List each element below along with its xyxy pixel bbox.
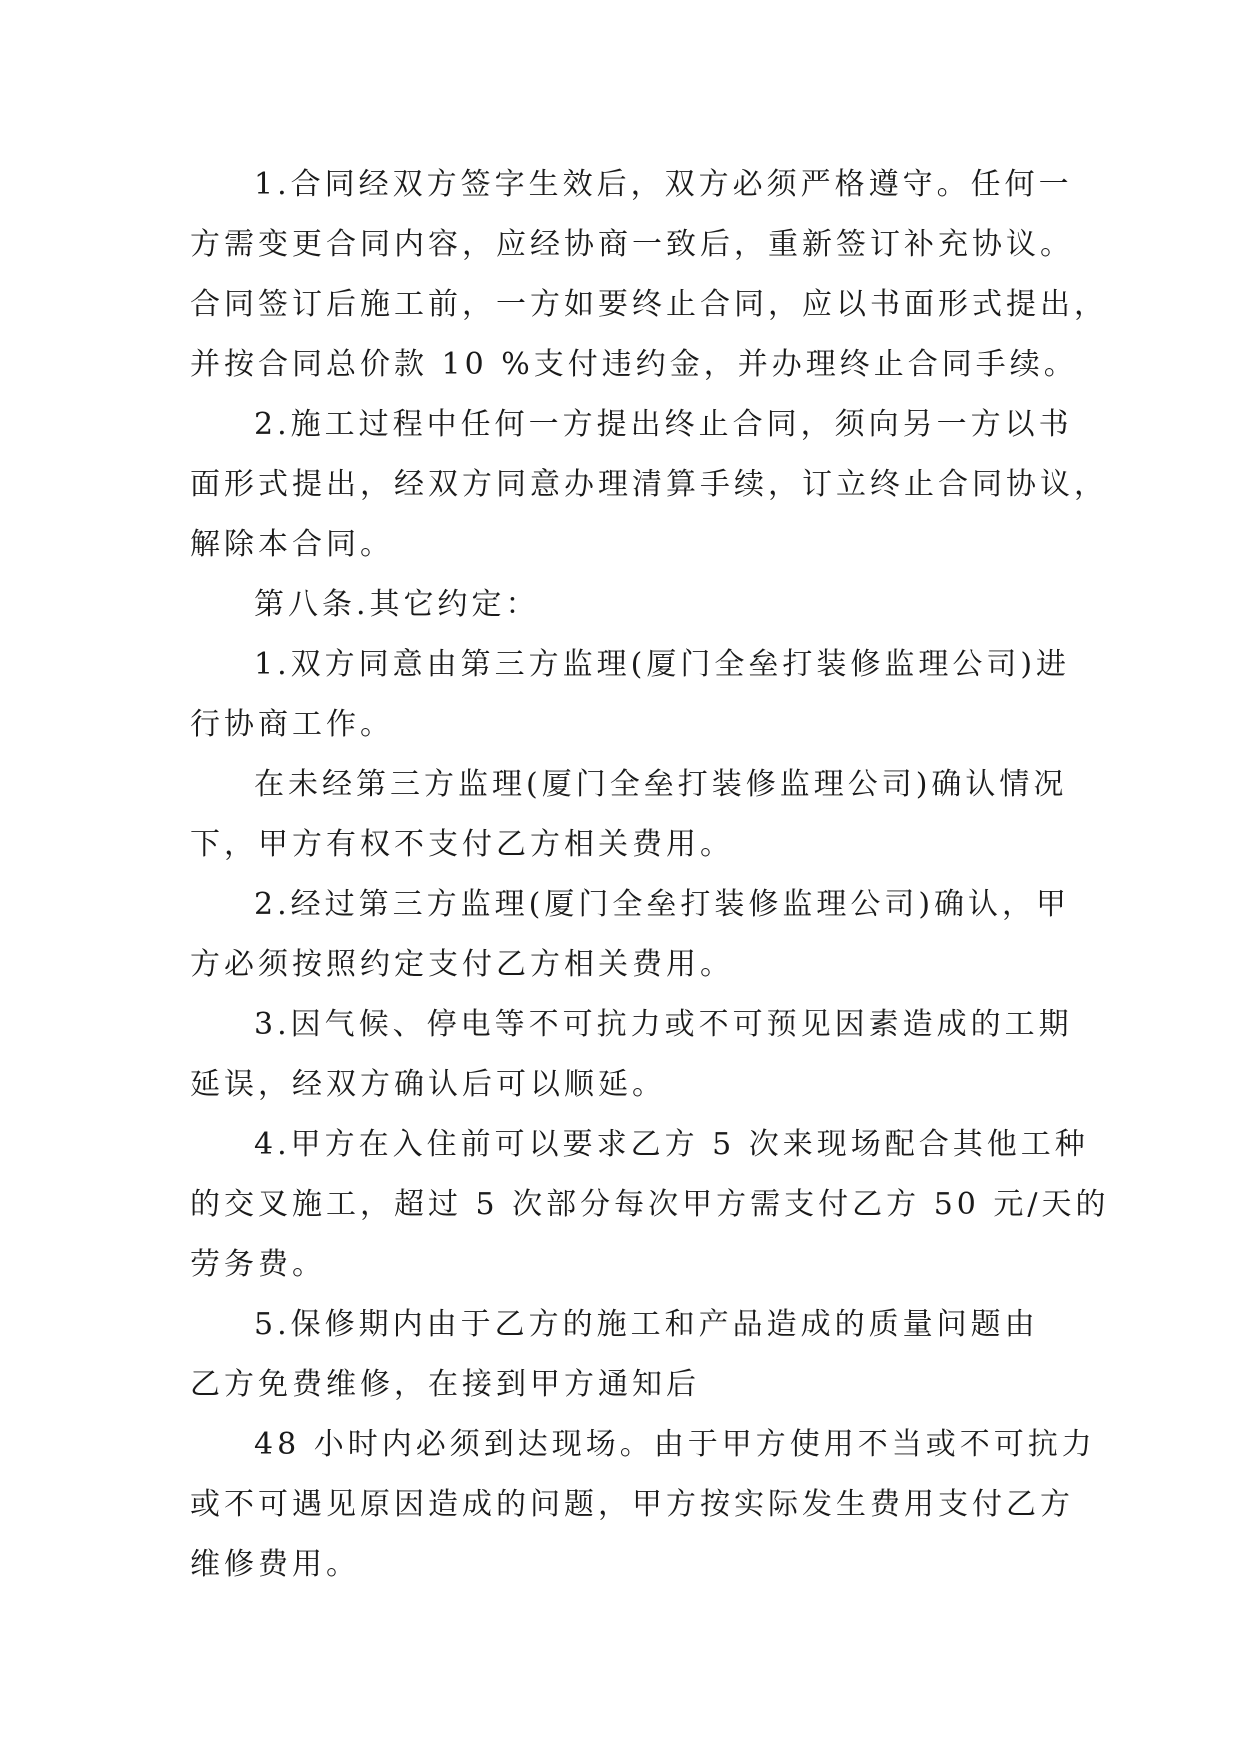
text-line: 4.甲方在入住前可以要求乙方 5 次来现场配合其他工种 [254,1127,1089,1162]
text-line: 方需变更合同内容，应经协商一致后，重新签订补充协议。 [190,227,1074,262]
text-line: 5.保修期内由于乙方的施工和产品造成的质量问题由 [254,1307,1039,1342]
text-line: 乙方免费维修，在接到甲方通知后 [190,1367,700,1402]
text-line: 2.经过第三方监理(厦门全垒打装修监理公司)确认，甲 [254,887,1071,922]
text-line: 合同签订后施工前，一方如要终止合同，应以书面形式提出， [190,287,1108,322]
text-line: 2.施工过程中任何一方提出终止合同，须向另一方以书 [254,407,1073,442]
text-line: 下，甲方有权不支付乙方相关费用。 [190,827,734,862]
text-line: 方必须按照约定支付乙方相关费用。 [190,947,734,982]
text-line: 劳务费。 [190,1247,326,1282]
text-line: 在未经第三方监理(厦门全垒打装修监理公司)确认情况 [254,767,1068,802]
text-line: 或不可遇见原因造成的问题，甲方按实际发生费用支付乙方 [190,1487,1074,1522]
text-line: 维修费用。 [190,1547,360,1582]
text-line: 并按合同总价款 10 %支付违约金，并办理终止合同手续。 [190,347,1078,382]
text-line: 面形式提出，经双方同意办理清算手续，订立终止合同协议， [190,467,1108,502]
text-line: 1.合同经双方签字生效后，双方必须严格遵守。任何一 [254,167,1073,202]
text-line: 延误，经双方确认后可以顺延。 [190,1067,666,1102]
document-body [190,155,1110,1595]
text-line: 48 小时内必须到达现场。由于甲方使用不当或不可抗力 [254,1427,1096,1462]
text-line: 行协商工作。 [190,707,394,742]
text-line: 1.双方同意由第三方监理(厦门全垒打装修监理公司)进 [254,647,1071,682]
text-line: 解除本合同。 [190,527,394,562]
text-line: 3.因气候、停电等不可抗力或不可预见因素造成的工期 [254,1007,1073,1042]
text-line: 的交叉施工，超过 5 次部分每次甲方需支付乙方 50 元/天的 [190,1187,1110,1222]
section-heading: 第八条.其它约定： [254,587,540,622]
